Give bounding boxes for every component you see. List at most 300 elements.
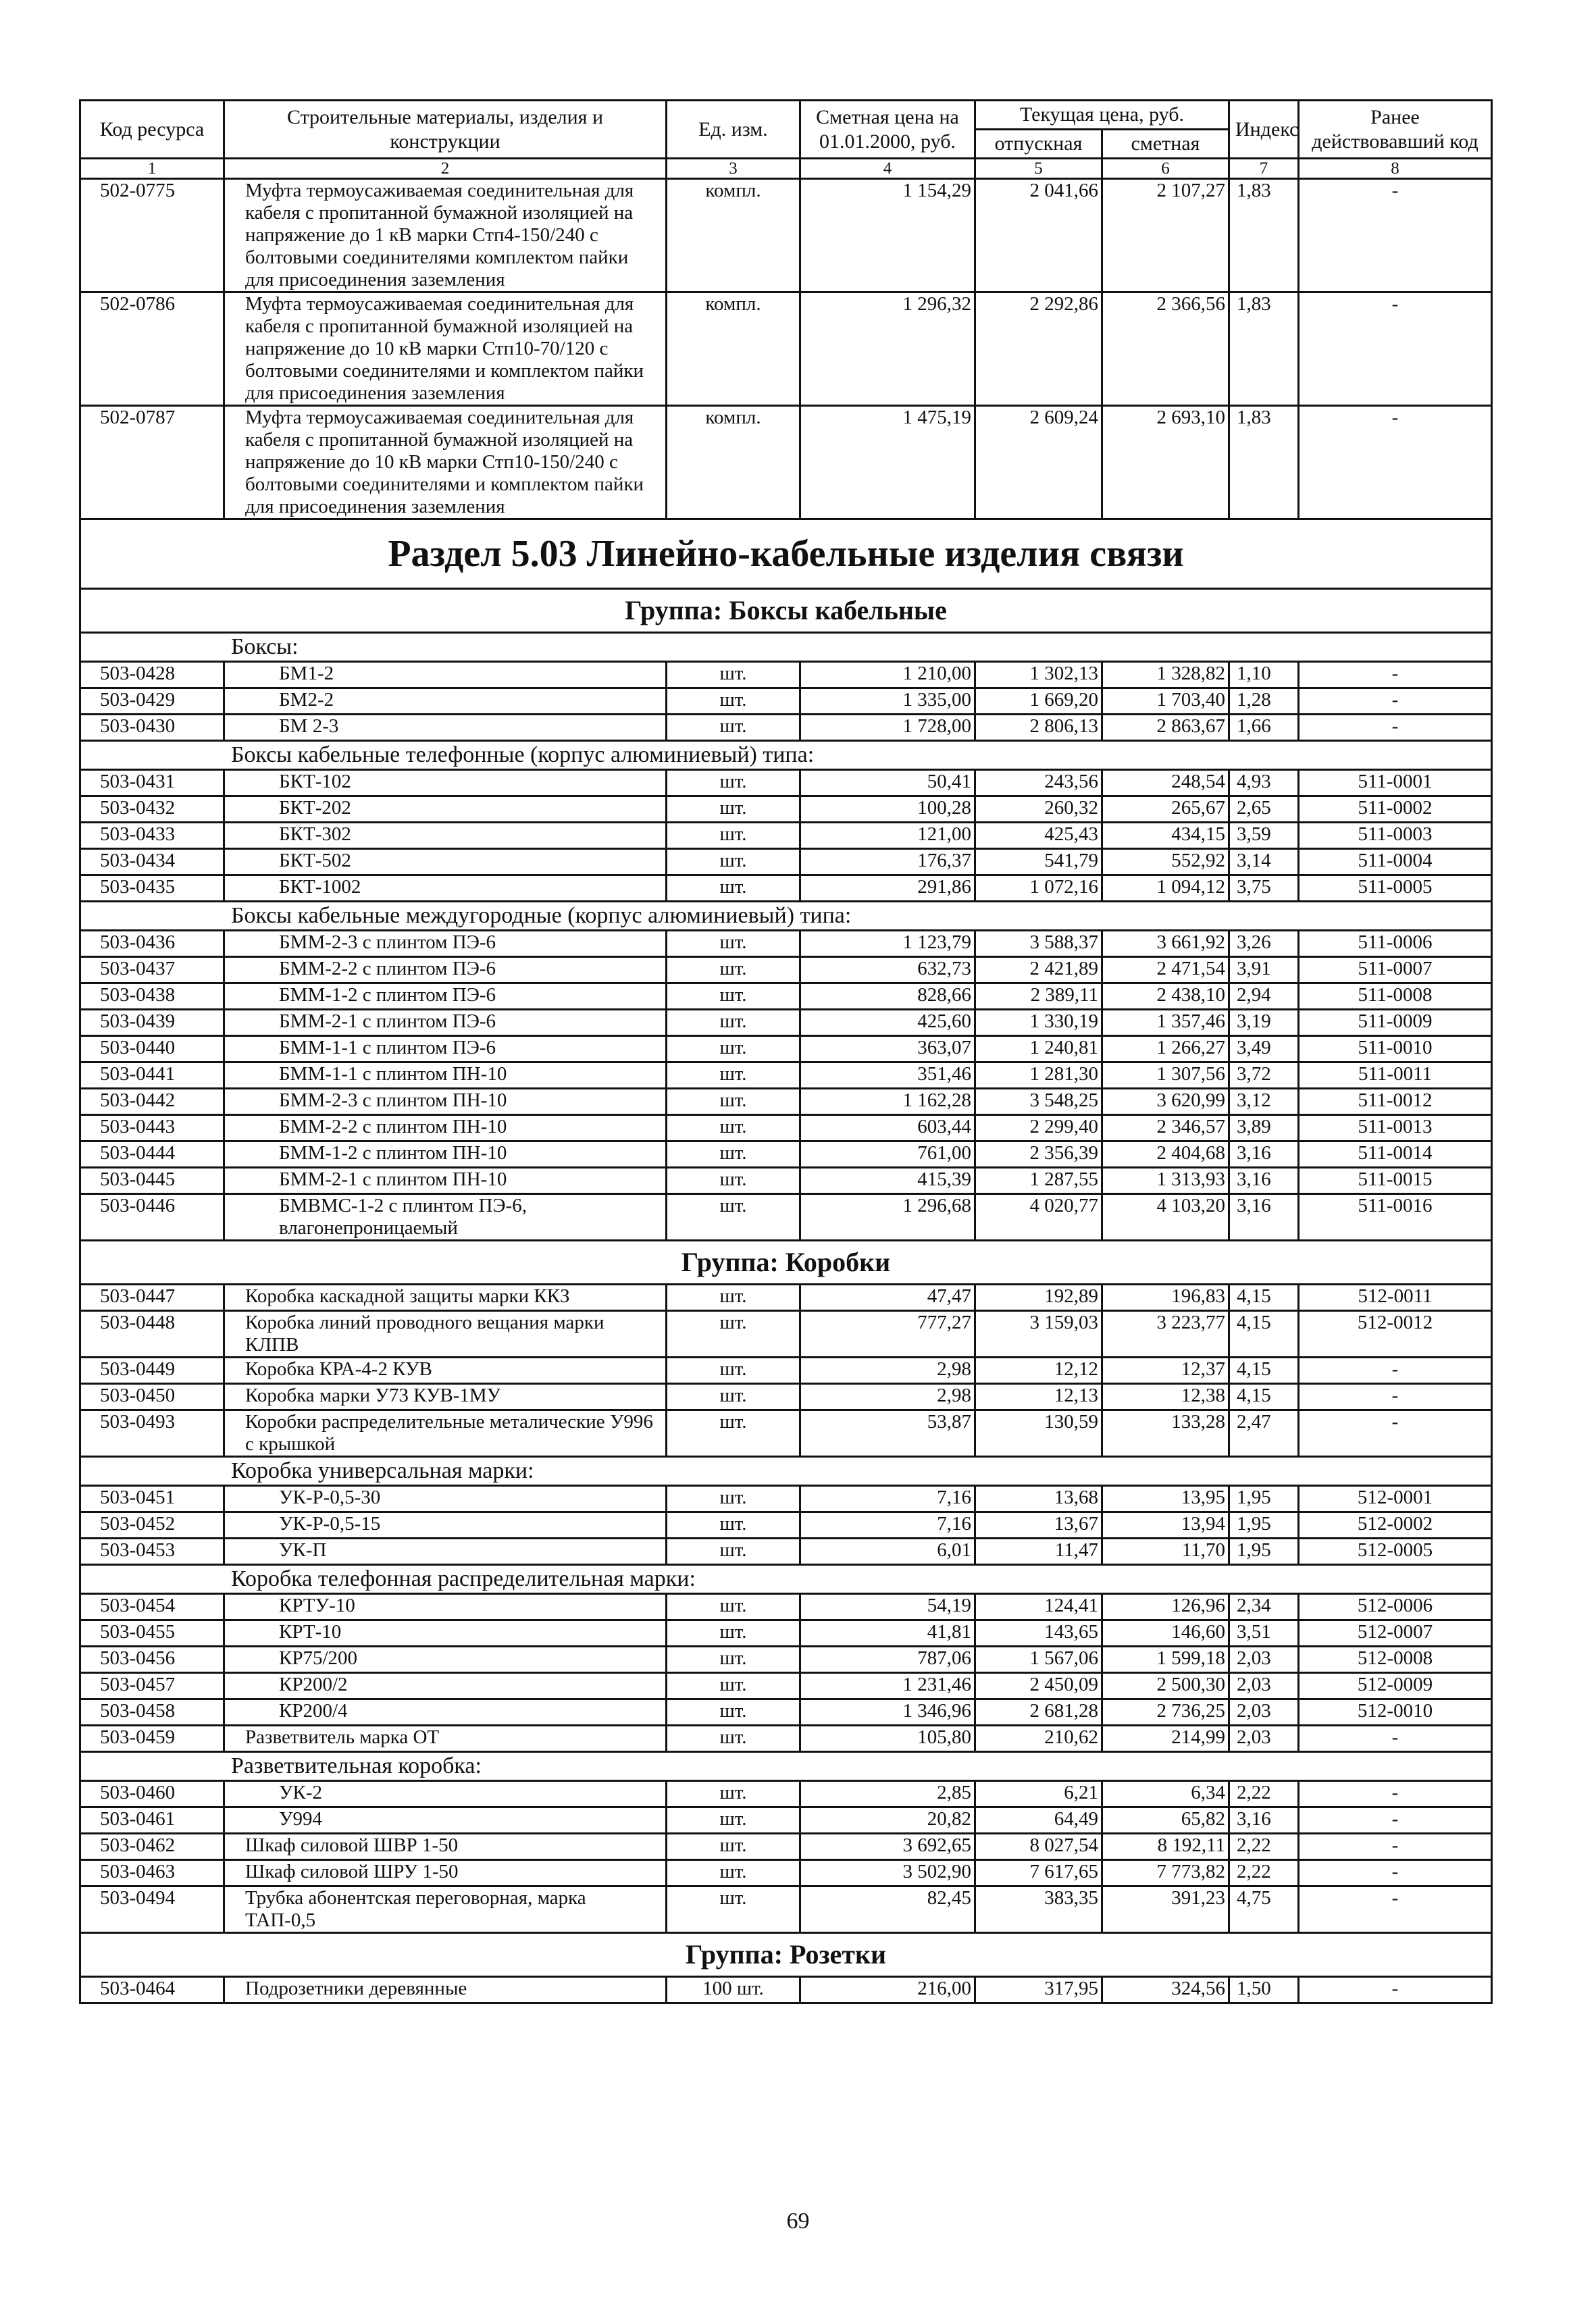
table-row xyxy=(80,875,1492,902)
row-release-price: 3 548,25 xyxy=(975,1089,1102,1115)
table-row xyxy=(80,770,1492,796)
row-base-price: 2,85 xyxy=(800,1781,975,1807)
row-base-price: 1 231,46 xyxy=(800,1673,975,1699)
table-row xyxy=(80,849,1492,875)
row-release-price: 130,59 xyxy=(975,1410,1102,1457)
row-base-price: 363,07 xyxy=(800,1036,975,1062)
header-base-price: Сметная цена на 01.01.2000, руб. xyxy=(800,101,975,159)
row-unit: шт. xyxy=(667,1594,800,1620)
row-code: 503-0457 xyxy=(80,1673,224,1699)
row-release-price: 1 669,20 xyxy=(975,688,1102,715)
row-base-price: 1 335,00 xyxy=(800,688,975,715)
row-release-price: 2 609,24 xyxy=(975,406,1102,519)
row-previous-code: - xyxy=(1299,1886,1492,1933)
row-index: 1,95 xyxy=(1229,1512,1299,1539)
row-release-price: 6,21 xyxy=(975,1781,1102,1807)
row-previous-code: 511-0008 xyxy=(1299,983,1492,1010)
row-name: Трубка абонентская переговорная, марка ТАП-0,5 xyxy=(224,1886,667,1933)
column-number: 8 xyxy=(1299,159,1492,179)
row-code: 503-0494 xyxy=(80,1886,224,1933)
table-row xyxy=(80,1486,1492,1512)
table-row xyxy=(80,1168,1492,1194)
row-unit: шт. xyxy=(667,1860,800,1886)
row-unit: шт. xyxy=(667,823,800,849)
row-release-price: 13,67 xyxy=(975,1512,1102,1539)
row-code: 502-0786 xyxy=(80,292,224,406)
row-previous-code: 511-0009 xyxy=(1299,1010,1492,1036)
table-row xyxy=(80,1726,1492,1752)
row-code: 503-0453 xyxy=(80,1539,224,1565)
row-unit: шт. xyxy=(667,1834,800,1860)
row-estimate-price: 434,15 xyxy=(1102,823,1229,849)
row-previous-code: - xyxy=(1299,179,1492,292)
row-unit: шт. xyxy=(667,1807,800,1834)
row-base-price: 54,19 xyxy=(800,1594,975,1620)
row-index: 3,16 xyxy=(1229,1168,1299,1194)
row-code: 503-0448 xyxy=(80,1311,224,1358)
row-name: КР75/200 xyxy=(224,1647,667,1673)
row-release-price: 64,49 xyxy=(975,1807,1102,1834)
row-estimate-price: 248,54 xyxy=(1102,770,1229,796)
row-release-price: 210,62 xyxy=(975,1726,1102,1752)
row-previous-code: - xyxy=(1299,292,1492,406)
row-name: УК-2 xyxy=(224,1781,667,1807)
row-name: БММ-2-2 с плинтом ПЭ-6 xyxy=(224,957,667,983)
subgroup-title-row xyxy=(80,1752,1492,1781)
row-unit: шт. xyxy=(667,1358,800,1384)
row-release-price: 3 159,03 xyxy=(975,1311,1102,1358)
table-row xyxy=(80,1647,1492,1673)
price-table-page xyxy=(79,99,1491,2004)
row-code: 502-0787 xyxy=(80,406,224,519)
header-current-price: Текущая цена, руб. xyxy=(975,101,1229,130)
row-unit: шт. xyxy=(667,1673,800,1699)
row-name: Подрозетники деревянные xyxy=(224,1977,667,2003)
subgroup-title: Разветвительная коробка: xyxy=(80,1752,1492,1781)
row-index: 1,95 xyxy=(1229,1539,1299,1565)
row-code: 503-0447 xyxy=(80,1285,224,1311)
table-row xyxy=(80,1115,1492,1141)
row-release-price: 11,47 xyxy=(975,1539,1102,1565)
row-unit: 100 шт. xyxy=(667,1977,800,2003)
row-release-price: 425,43 xyxy=(975,823,1102,849)
row-index: 1,83 xyxy=(1229,292,1299,406)
row-base-price: 603,44 xyxy=(800,1115,975,1141)
section-title: Раздел 5.03 Линейно-кабельные изделия связи xyxy=(80,519,1492,589)
row-name: БКТ-102 xyxy=(224,770,667,796)
table-row xyxy=(80,1781,1492,1807)
row-previous-code: 511-0016 xyxy=(1299,1194,1492,1241)
row-index: 4,15 xyxy=(1229,1311,1299,1358)
row-previous-code: - xyxy=(1299,688,1492,715)
table-row xyxy=(80,1834,1492,1860)
row-name: Коробка линий проводного вещания марки КЛПВ xyxy=(224,1311,667,1358)
row-base-price: 3 502,90 xyxy=(800,1860,975,1886)
group-title: Группа: Боксы кабельные xyxy=(80,589,1492,633)
table-row xyxy=(80,1860,1492,1886)
row-previous-code: - xyxy=(1299,1781,1492,1807)
row-base-price: 1 296,68 xyxy=(800,1194,975,1241)
row-previous-code: - xyxy=(1299,1410,1492,1457)
row-index: 3,19 xyxy=(1229,1010,1299,1036)
row-estimate-price: 1 703,40 xyxy=(1102,688,1229,715)
row-code: 503-0451 xyxy=(80,1486,224,1512)
row-code: 503-0446 xyxy=(80,1194,224,1241)
row-estimate-price: 1 313,93 xyxy=(1102,1168,1229,1194)
row-code: 503-0430 xyxy=(80,715,224,741)
row-previous-code: - xyxy=(1299,1384,1492,1410)
row-previous-code: - xyxy=(1299,662,1492,688)
row-name: БМ 2-3 xyxy=(224,715,667,741)
row-unit: шт. xyxy=(667,1699,800,1726)
row-base-price: 291,86 xyxy=(800,875,975,902)
row-estimate-price: 12,38 xyxy=(1102,1384,1229,1410)
row-estimate-price: 2 863,67 xyxy=(1102,715,1229,741)
row-previous-code: 512-0008 xyxy=(1299,1647,1492,1673)
row-name: БМВМС-1-2 с плинтом ПЭ-6, влагонепроницаемый xyxy=(224,1194,667,1241)
row-index: 2,22 xyxy=(1229,1834,1299,1860)
table-row xyxy=(80,1539,1492,1565)
row-estimate-price: 11,70 xyxy=(1102,1539,1229,1565)
row-index: 2,47 xyxy=(1229,1410,1299,1457)
row-previous-code: 511-0001 xyxy=(1299,770,1492,796)
row-estimate-price: 3 661,92 xyxy=(1102,931,1229,957)
subgroup-title: Боксы: xyxy=(80,633,1492,662)
row-code: 503-0441 xyxy=(80,1062,224,1089)
row-base-price: 828,66 xyxy=(800,983,975,1010)
row-code: 503-0464 xyxy=(80,1977,224,2003)
row-index: 1,95 xyxy=(1229,1486,1299,1512)
row-name: КР200/4 xyxy=(224,1699,667,1726)
table-row xyxy=(80,715,1492,741)
subgroup-title: Коробка универсальная марки: xyxy=(80,1457,1492,1486)
row-code: 503-0442 xyxy=(80,1089,224,1115)
row-previous-code: 511-0015 xyxy=(1299,1168,1492,1194)
row-release-price: 541,79 xyxy=(975,849,1102,875)
row-unit: компл. xyxy=(667,179,800,292)
row-code: 503-0444 xyxy=(80,1141,224,1168)
table-row xyxy=(80,1010,1492,1036)
row-code: 503-0434 xyxy=(80,849,224,875)
row-base-price: 7,16 xyxy=(800,1486,975,1512)
row-release-price: 12,12 xyxy=(975,1358,1102,1384)
row-base-price: 82,45 xyxy=(800,1886,975,1933)
row-previous-code: - xyxy=(1299,1977,1492,2003)
row-code: 503-0461 xyxy=(80,1807,224,1834)
table-row xyxy=(80,1194,1492,1241)
row-base-price: 105,80 xyxy=(800,1726,975,1752)
row-base-price: 100,28 xyxy=(800,796,975,823)
row-base-price: 351,46 xyxy=(800,1062,975,1089)
row-estimate-price: 6,34 xyxy=(1102,1781,1229,1807)
table-row xyxy=(80,1036,1492,1062)
row-unit: шт. xyxy=(667,1512,800,1539)
row-index: 2,94 xyxy=(1229,983,1299,1010)
row-previous-code: 512-0010 xyxy=(1299,1699,1492,1726)
group-title: Группа: Розетки xyxy=(80,1933,1492,1977)
row-unit: шт. xyxy=(667,1089,800,1115)
row-unit: шт. xyxy=(667,1194,800,1241)
row-release-price: 4 020,77 xyxy=(975,1194,1102,1241)
row-index: 2,22 xyxy=(1229,1860,1299,1886)
column-number: 1 xyxy=(80,159,224,179)
row-name: Разветвитель марка ОТ xyxy=(224,1726,667,1752)
row-previous-code: 511-0011 xyxy=(1299,1062,1492,1089)
row-estimate-price: 12,37 xyxy=(1102,1358,1229,1384)
header-index: Индекс xyxy=(1229,101,1299,159)
row-estimate-price: 3 223,77 xyxy=(1102,1311,1229,1358)
row-index: 3,59 xyxy=(1229,823,1299,849)
row-unit: шт. xyxy=(667,1062,800,1089)
subgroup-title-row xyxy=(80,1565,1492,1594)
subgroup-title: Боксы кабельные телефонные (корпус алюминиевый) типа: xyxy=(80,741,1492,770)
row-release-price: 143,65 xyxy=(975,1620,1102,1647)
table-row xyxy=(80,1311,1492,1358)
row-previous-code: 512-0006 xyxy=(1299,1594,1492,1620)
column-number: 4 xyxy=(800,159,975,179)
row-estimate-price: 2 107,27 xyxy=(1102,179,1229,292)
row-name: Коробка марки У73 КУВ-1МУ xyxy=(224,1384,667,1410)
row-unit: шт. xyxy=(667,1539,800,1565)
row-release-price: 2 806,13 xyxy=(975,715,1102,741)
table-row xyxy=(80,1062,1492,1089)
row-estimate-price: 1 094,12 xyxy=(1102,875,1229,902)
row-name: УК-Р-0,5-15 xyxy=(224,1512,667,1539)
table-row xyxy=(80,1620,1492,1647)
subgroup-title-row xyxy=(80,902,1492,931)
row-index: 1,28 xyxy=(1229,688,1299,715)
row-unit: шт. xyxy=(667,875,800,902)
table-row xyxy=(80,1673,1492,1699)
column-number: 2 xyxy=(224,159,667,179)
row-base-price: 47,47 xyxy=(800,1285,975,1311)
row-unit: шт. xyxy=(667,1115,800,1141)
table-row xyxy=(80,1285,1492,1311)
row-index: 2,03 xyxy=(1229,1647,1299,1673)
row-previous-code: 512-0009 xyxy=(1299,1673,1492,1699)
row-name: КР200/2 xyxy=(224,1673,667,1699)
row-base-price: 632,73 xyxy=(800,957,975,983)
row-name: БММ-2-1 с плинтом ПН-10 xyxy=(224,1168,667,1194)
row-name: Шкаф силовой ШРУ 1-50 xyxy=(224,1860,667,1886)
row-release-price: 13,68 xyxy=(975,1486,1102,1512)
row-previous-code: 512-0005 xyxy=(1299,1539,1492,1565)
row-unit: шт. xyxy=(667,1486,800,1512)
row-release-price: 1 302,13 xyxy=(975,662,1102,688)
subgroup-title: Коробка телефонная распределительная марки: xyxy=(80,1565,1492,1594)
row-estimate-price: 1 328,82 xyxy=(1102,662,1229,688)
row-estimate-price: 4 103,20 xyxy=(1102,1194,1229,1241)
row-code: 503-0439 xyxy=(80,1010,224,1036)
row-unit: шт. xyxy=(667,1311,800,1358)
row-previous-code: 511-0012 xyxy=(1299,1089,1492,1115)
row-base-price: 1 154,29 xyxy=(800,179,975,292)
row-base-price: 425,60 xyxy=(800,1010,975,1036)
row-estimate-price: 1 307,56 xyxy=(1102,1062,1229,1089)
row-previous-code: 511-0002 xyxy=(1299,796,1492,823)
row-index: 3,16 xyxy=(1229,1194,1299,1241)
row-previous-code: - xyxy=(1299,715,1492,741)
row-index: 4,15 xyxy=(1229,1285,1299,1311)
column-number: 6 xyxy=(1102,159,1229,179)
row-unit: компл. xyxy=(667,406,800,519)
row-base-price: 1 162,28 xyxy=(800,1089,975,1115)
row-estimate-price: 552,92 xyxy=(1102,849,1229,875)
header-estimate-price: сметная xyxy=(1102,130,1229,159)
row-estimate-price: 196,83 xyxy=(1102,1285,1229,1311)
header-materials: Строительные материалы, изделия и конструкции xyxy=(224,101,667,159)
row-index: 3,26 xyxy=(1229,931,1299,957)
table-row xyxy=(80,823,1492,849)
row-previous-code: - xyxy=(1299,1726,1492,1752)
row-name: Муфта термоусаживаемая соединительная для кабеля с пропитанной бумажной изоляцией на напряжение до 1 кВ марки Стп4-150/240 с болтовыми соединителями комплектом пайки для присоединения заземления xyxy=(224,179,667,292)
row-unit: шт. xyxy=(667,1886,800,1933)
row-name: БММ-1-1 с плинтом ПН-10 xyxy=(224,1062,667,1089)
row-release-price: 1 567,06 xyxy=(975,1647,1102,1673)
column-numbers-row xyxy=(80,159,1492,179)
row-name: Коробки распределительные металические У996 с крышкой xyxy=(224,1410,667,1457)
row-unit: шт. xyxy=(667,931,800,957)
row-base-price: 20,82 xyxy=(800,1807,975,1834)
row-estimate-price: 2 438,10 xyxy=(1102,983,1229,1010)
row-code: 503-0429 xyxy=(80,688,224,715)
row-base-price: 53,87 xyxy=(800,1410,975,1457)
row-base-price: 1 728,00 xyxy=(800,715,975,741)
row-name: Муфта термоусаживаемая соединительная для кабеля с пропитанной бумажной изоляцией на напряжение до 10 кВ марки Стп10-150/240 с болтовыми соединителями и комплектом пайки для присоединения заземления xyxy=(224,406,667,519)
table-row xyxy=(80,931,1492,957)
row-base-price: 216,00 xyxy=(800,1977,975,2003)
row-unit: шт. xyxy=(667,1384,800,1410)
table-row xyxy=(80,688,1492,715)
row-estimate-price: 2 471,54 xyxy=(1102,957,1229,983)
row-release-price: 317,95 xyxy=(975,1977,1102,2003)
row-previous-code: 512-0012 xyxy=(1299,1311,1492,1358)
row-unit: шт. xyxy=(667,1285,800,1311)
row-code: 503-0463 xyxy=(80,1860,224,1886)
row-estimate-price: 13,95 xyxy=(1102,1486,1229,1512)
row-code: 503-0428 xyxy=(80,662,224,688)
row-code: 503-0493 xyxy=(80,1410,224,1457)
row-estimate-price: 146,60 xyxy=(1102,1620,1229,1647)
row-previous-code: 512-0001 xyxy=(1299,1486,1492,1512)
row-name: БМ2-2 xyxy=(224,688,667,715)
row-previous-code: 511-0013 xyxy=(1299,1115,1492,1141)
row-index: 3,49 xyxy=(1229,1036,1299,1062)
row-unit: шт. xyxy=(667,1726,800,1752)
row-name: БММ-2-2 с плинтом ПН-10 xyxy=(224,1115,667,1141)
row-estimate-price: 2 404,68 xyxy=(1102,1141,1229,1168)
row-release-price: 2 421,89 xyxy=(975,957,1102,983)
row-estimate-price: 13,94 xyxy=(1102,1512,1229,1539)
row-name: БММ-1-1 с плинтом ПЭ-6 xyxy=(224,1036,667,1062)
row-index: 4,15 xyxy=(1229,1358,1299,1384)
row-base-price: 415,39 xyxy=(800,1168,975,1194)
row-base-price: 50,41 xyxy=(800,770,975,796)
row-release-price: 1 072,16 xyxy=(975,875,1102,902)
row-base-price: 787,06 xyxy=(800,1647,975,1673)
row-code: 503-0443 xyxy=(80,1115,224,1141)
row-unit: шт. xyxy=(667,1141,800,1168)
row-name: БММ-1-2 с плинтом ПН-10 xyxy=(224,1141,667,1168)
row-name: БМ1-2 xyxy=(224,662,667,688)
row-base-price: 176,37 xyxy=(800,849,975,875)
row-index: 4,15 xyxy=(1229,1384,1299,1410)
row-previous-code: - xyxy=(1299,1834,1492,1860)
row-base-price: 1 475,19 xyxy=(800,406,975,519)
row-estimate-price: 2 346,57 xyxy=(1102,1115,1229,1141)
column-number: 7 xyxy=(1229,159,1299,179)
row-release-price: 2 389,11 xyxy=(975,983,1102,1010)
table-row xyxy=(80,662,1492,688)
row-release-price: 2 356,39 xyxy=(975,1141,1102,1168)
row-code: 503-0438 xyxy=(80,983,224,1010)
row-base-price: 1 123,79 xyxy=(800,931,975,957)
row-code: 503-0433 xyxy=(80,823,224,849)
row-index: 4,93 xyxy=(1229,770,1299,796)
row-unit: шт. xyxy=(667,983,800,1010)
row-index: 2,65 xyxy=(1229,796,1299,823)
row-base-price: 2,98 xyxy=(800,1384,975,1410)
row-index: 2,03 xyxy=(1229,1726,1299,1752)
row-unit: шт. xyxy=(667,1010,800,1036)
row-code: 503-0435 xyxy=(80,875,224,902)
row-base-price: 1 296,32 xyxy=(800,292,975,406)
row-name: УК-П xyxy=(224,1539,667,1565)
table-row xyxy=(80,957,1492,983)
row-unit: шт. xyxy=(667,849,800,875)
row-base-price: 6,01 xyxy=(800,1539,975,1565)
row-previous-code: 511-0005 xyxy=(1299,875,1492,902)
row-previous-code: 511-0014 xyxy=(1299,1141,1492,1168)
row-index: 1,50 xyxy=(1229,1977,1299,2003)
row-name: БКТ-202 xyxy=(224,796,667,823)
group-title: Группа: Коробки xyxy=(80,1241,1492,1285)
row-index: 3,75 xyxy=(1229,875,1299,902)
row-code: 503-0436 xyxy=(80,931,224,957)
row-index: 2,34 xyxy=(1229,1594,1299,1620)
row-previous-code: 511-0007 xyxy=(1299,957,1492,983)
row-code: 503-0459 xyxy=(80,1726,224,1752)
row-name: БММ-2-1 с плинтом ПЭ-6 xyxy=(224,1010,667,1036)
table-row xyxy=(80,1886,1492,1933)
column-number: 5 xyxy=(975,159,1102,179)
row-name: УК-Р-0,5-30 xyxy=(224,1486,667,1512)
row-unit: шт. xyxy=(667,662,800,688)
row-unit: шт. xyxy=(667,796,800,823)
row-release-price: 192,89 xyxy=(975,1285,1102,1311)
row-release-price: 3 588,37 xyxy=(975,931,1102,957)
row-name: БКТ-502 xyxy=(224,849,667,875)
table-row xyxy=(80,179,1492,292)
row-unit: шт. xyxy=(667,1620,800,1647)
table-row xyxy=(80,292,1492,406)
row-code: 503-0437 xyxy=(80,957,224,983)
row-estimate-price: 2 366,56 xyxy=(1102,292,1229,406)
row-name: Коробка каскадной защиты марки ККЗ xyxy=(224,1285,667,1311)
row-release-price: 383,35 xyxy=(975,1886,1102,1933)
subgroup-title: Боксы кабельные междугородные (корпус алюминиевый) типа: xyxy=(80,902,1492,931)
row-base-price: 7,16 xyxy=(800,1512,975,1539)
table-row xyxy=(80,1410,1492,1457)
row-index: 1,10 xyxy=(1229,662,1299,688)
row-code: 502-0775 xyxy=(80,179,224,292)
row-previous-code: 511-0006 xyxy=(1299,931,1492,957)
row-index: 3,12 xyxy=(1229,1089,1299,1115)
row-release-price: 260,32 xyxy=(975,796,1102,823)
header-release-price: отпускная xyxy=(975,130,1102,159)
row-previous-code: 511-0004 xyxy=(1299,849,1492,875)
row-index: 2,22 xyxy=(1229,1781,1299,1807)
